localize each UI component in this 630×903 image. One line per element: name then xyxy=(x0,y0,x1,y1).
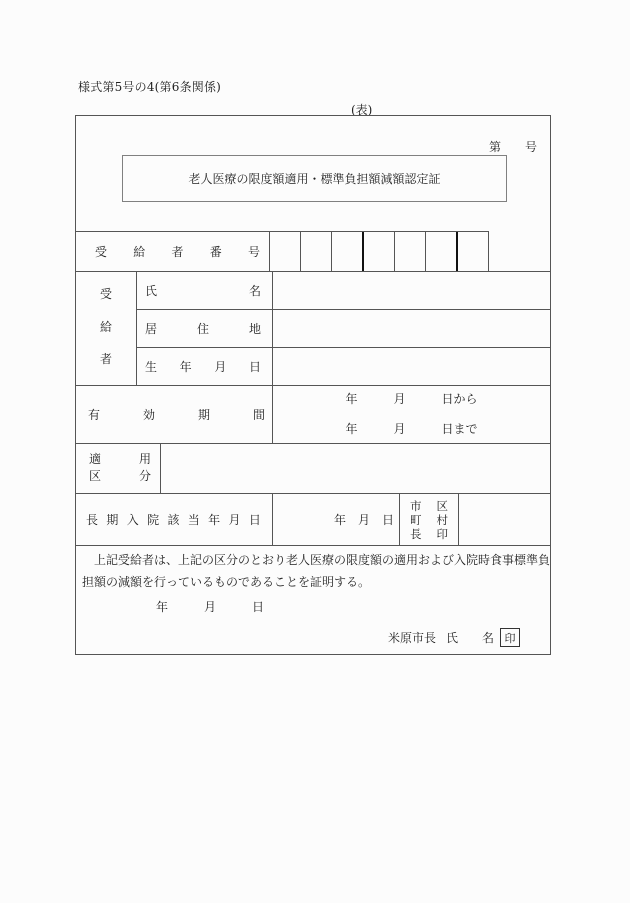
seal-mark: 印 xyxy=(500,628,520,647)
recipient-number-row xyxy=(76,231,550,271)
longterm-label: 長 期 入 院 該 当 年 月 日 xyxy=(76,494,273,545)
category-label-line2: 区 分 xyxy=(89,469,151,483)
mayor-name-label: 氏 名 xyxy=(445,631,494,645)
certification-date: 年 月 日 xyxy=(156,600,265,614)
birthdate-row xyxy=(137,347,550,385)
number-box-7 xyxy=(458,232,489,271)
validity-label: 有 効 期 間 xyxy=(76,386,273,443)
validity-to: 年 月 日まで xyxy=(345,422,478,436)
validity-from: 年 月 日から xyxy=(345,392,478,406)
recipient-section xyxy=(76,271,550,385)
address-value-cell xyxy=(273,310,550,347)
recipient-fields xyxy=(137,272,550,385)
longterm-row xyxy=(76,493,550,545)
number-box-2 xyxy=(301,232,332,271)
number-box-3 xyxy=(332,232,364,271)
name-label: 氏 名 xyxy=(137,272,273,309)
number-box-6 xyxy=(426,232,458,271)
validity-row xyxy=(76,385,550,443)
mayor-seal-line1: 市 区 xyxy=(410,498,448,513)
certification-text-line2: 担額の減額を行っているものであることを証明する。 xyxy=(82,575,371,589)
address-label: 居 住 地 xyxy=(137,310,273,347)
category-label-line1: 適 用 xyxy=(89,452,151,466)
category-value-cell xyxy=(161,444,550,493)
category-label xyxy=(76,444,161,493)
form-code-label: 様式第5号の4(第6条関係) xyxy=(78,80,222,94)
seal-space-cell xyxy=(459,494,550,545)
certification-section xyxy=(76,545,550,654)
certificate-title: 老人医療の限度額適用・標準負担額減額認定証 xyxy=(188,172,441,186)
signature-line xyxy=(388,628,520,647)
category-row xyxy=(76,443,550,493)
certification-text-line1: 上記受給者は、上記の区分のとおり老人医療の限度額の適用および入院時食事標準負 xyxy=(94,553,551,567)
recipient-group-label: 受 給 者 xyxy=(76,272,137,385)
name-row xyxy=(137,272,550,309)
address-row xyxy=(137,309,550,347)
certificate-table xyxy=(75,115,551,655)
number-box-4 xyxy=(364,232,395,271)
recipient-number-label: 受 給 者 番 号 xyxy=(76,231,270,271)
title-box xyxy=(122,155,507,202)
birthdate-label: 生 年 月 日 xyxy=(137,348,273,385)
mayor-seal-label xyxy=(400,494,459,545)
doc-number: 第 号 xyxy=(488,140,537,154)
name-value-cell xyxy=(273,272,550,309)
mayor-seal-line2: 町 村 xyxy=(410,512,448,527)
birthdate-value-cell xyxy=(273,348,550,385)
longterm-date-cell: 年 月 日 xyxy=(273,494,400,545)
number-box-5 xyxy=(395,232,426,271)
front-side-label: (表) xyxy=(351,103,373,117)
mayor-seal-line3: 長 印 xyxy=(410,526,448,541)
recipient-number-boxes xyxy=(270,231,489,271)
validity-value-cell xyxy=(273,386,550,443)
mayor-title: 米原市長 xyxy=(387,631,436,645)
number-box-1 xyxy=(270,232,301,271)
